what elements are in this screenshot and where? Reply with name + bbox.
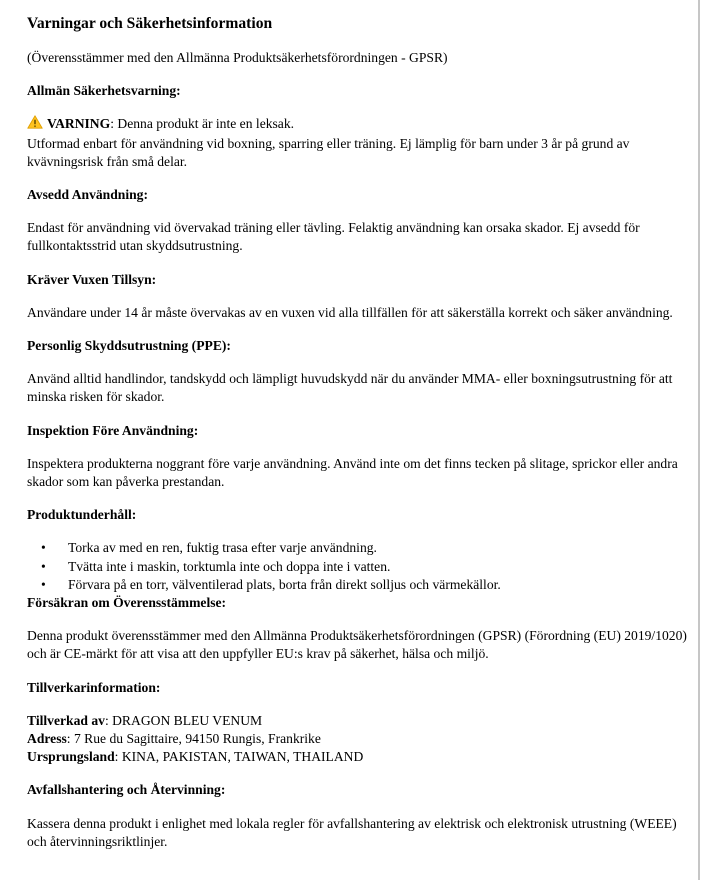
ppe-paragraph: Använd alltid handlindor, tandskydd och lämpligt huvudskydd när du använder MMA- eller boxningsutrustning för att minska risken för skador. bbox=[27, 371, 673, 405]
section-heading-maintenance: Produktunderhåll: bbox=[27, 507, 137, 523]
page-edge-divider bbox=[698, 0, 700, 880]
section-heading-ppe: Personlig Skyddsutrustning (PPE): bbox=[27, 338, 231, 354]
section-heading-manufacturer: Tillverkarinformation: bbox=[27, 679, 161, 695]
list-item: • Torka av med en ren, fuktig trasa efter varje användning. bbox=[41, 539, 688, 557]
general-warning-body: Utformad enbart för användning vid boxning, sparring eller träning. Ej lämplig för barn under 3 år på grund av kvävningsrisk från små delar. bbox=[27, 135, 630, 169]
section-heading-intended-use: Avsedd Användning: bbox=[27, 187, 149, 203]
intended-use-paragraph: Endast för användning vid övervakad träning eller tävling. Felaktig användning kan orsaka skador. Ej avsedd för fullkontaktsstrid utan skyddsutrustning. bbox=[27, 220, 640, 254]
page-title: Varningar och Säkerhetsinformation bbox=[27, 15, 273, 32]
section-heading-general-safety: Allmän Säkerhetsvarning: bbox=[27, 83, 181, 99]
manufacturer-value: : DRAGON BLEU VENUM bbox=[104, 712, 263, 728]
section-heading-waste: Avfallshantering och Återvinning: bbox=[27, 782, 226, 798]
waste-paragraph: Kassera denna produkt i enlighet med lokala regler för avfallshantering av elektrisk och elektronisk utrustning (WEEE) och återvinningsriktlinjer. bbox=[27, 815, 677, 849]
section-heading-conformity: Försäkran om Överensstämmelse: bbox=[27, 595, 227, 611]
general-warning-paragraph bbox=[27, 115, 688, 171]
address-value: : 7 Rue du Sagittaire, 94150 Rungis, Frankrike bbox=[66, 731, 321, 747]
warning-triangle-icon bbox=[27, 115, 43, 134]
section-heading-adult-supervision: Kräver Vuxen Tillsyn: bbox=[27, 271, 157, 287]
maintenance-bullet-list bbox=[27, 539, 688, 594]
origin-value: : KINA, PAKISTAN, TAIWAN, THAILAND bbox=[114, 749, 364, 765]
address-label: Adress bbox=[27, 731, 67, 747]
list-item: • Förvara på en torr, välventilerad plats, borta från direkt solljus och värmekällor. bbox=[41, 576, 688, 594]
manufacturer-label: Tillverkad av bbox=[27, 712, 105, 728]
manufacturer-info bbox=[27, 712, 688, 767]
document-subtitle: (Överensstämmer med den Allmänna Produktsäkerhetsförordningen - GPSR) bbox=[27, 50, 448, 65]
warning-label: VARNING bbox=[47, 116, 111, 132]
adult-supervision-paragraph: Användare under 14 år måste övervakas av en vuxen vid alla tillfällen för att säkerställa korrekt och säker användning. bbox=[27, 304, 673, 320]
section-heading-inspection: Inspektion Före Användning: bbox=[27, 422, 199, 438]
inspection-paragraph: Inspektera produkterna noggrant före varje användning. Använd inte om det finns tecken på slitage, sprickor eller andra skador som kan påverka prestandan. bbox=[27, 455, 678, 490]
warning-sentence: : Denna produkt är inte en leksak. bbox=[110, 116, 295, 132]
origin-label: Ursprungsland bbox=[27, 749, 115, 765]
list-item: • Tvätta inte i maskin, torktumla inte och doppa inte i vatten. bbox=[41, 558, 688, 576]
conformity-paragraph: Denna produkt överensstämmer med den Allmänna Produktsäkerhetsförordningen (GPSR) (Förordning (EU) 2019/1020) och är CE-märkt för att visa att den uppfyller EU:s krav på säkerhet, hälsa och miljö. bbox=[27, 628, 687, 662]
